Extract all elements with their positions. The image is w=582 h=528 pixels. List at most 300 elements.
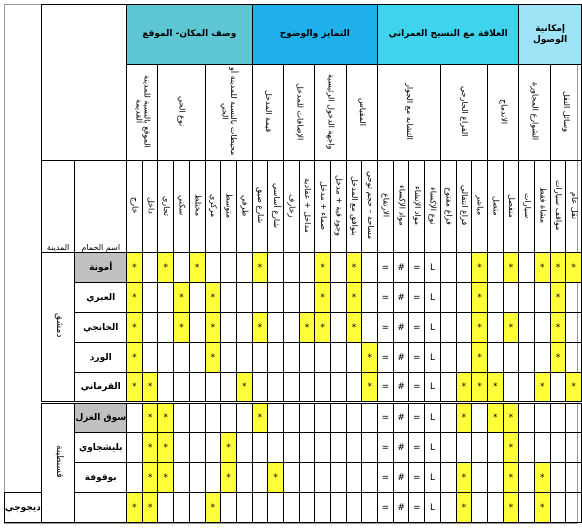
table-cell [331,343,347,373]
table-cell [550,373,566,403]
table-cell [127,403,143,433]
vertical-label: داخل [146,197,156,214]
table-cell: * [174,283,190,313]
table-cell: * [534,373,550,403]
category-header [205,65,252,161]
table-cell: = [378,253,394,283]
subheader [566,161,582,253]
table-cell [299,283,315,313]
table-cell [566,463,582,493]
table-cell [362,403,378,433]
table-cell [75,493,127,523]
table-cell: L [425,493,441,523]
table-cell [550,403,566,433]
category-header [550,65,581,161]
table-cell [487,313,503,343]
vertical-label: فراغ مفتوح [444,186,454,225]
bath-name-cell[interactable]: العبري [75,283,127,313]
table-cell [174,403,190,433]
table-cell: * [205,283,221,313]
table-cell: * [158,433,174,463]
table-cell: = [378,313,394,343]
table-cell [174,493,190,523]
bath-name-header: اسم الحمام [75,161,127,253]
subheader [440,161,456,253]
table-cell: * [252,253,268,283]
table-cell [519,313,535,343]
table-cell [315,463,331,493]
bath-name-cell[interactable]: سوق الغزل [75,403,127,433]
vertical-label: مداخل + عقادية [303,178,313,233]
table-cell [268,373,284,403]
table-cell: = [409,253,425,283]
corner-cell [41,5,126,161]
table-row [5,283,582,313]
vertical-label: الشوارع المجاورة [530,82,540,141]
table-cell: L [425,433,441,463]
table-cell [566,433,582,463]
table-cell [534,313,550,343]
vertical-label: مواقف سيارات [554,180,564,231]
table-cell: L [425,463,441,493]
subheader [534,161,550,253]
table-cell: * [142,493,158,523]
table-cell [472,493,488,523]
subheader [142,161,158,253]
table-cell [362,493,378,523]
table-cell [189,403,205,433]
table-row [5,463,582,493]
table-cell [519,493,535,523]
table-cell: * [315,283,331,313]
table-cell: * [456,463,472,493]
table-cell [189,373,205,403]
table-cell [205,373,221,403]
table-cell [283,373,299,403]
category-header [519,65,550,161]
table-cell: # [393,373,409,403]
table-cell: = [409,403,425,433]
table-cell [566,343,582,373]
table-cell [283,433,299,463]
table-cell [283,343,299,373]
table-cell [158,313,174,343]
table-cell [534,283,550,313]
table-cell: * [503,463,519,493]
table-cell [440,343,456,373]
table-cell: = [409,463,425,493]
table-cell [236,403,252,433]
vertical-label: نقل عام [569,191,579,220]
table-cell: * [127,493,143,523]
table-cell: * [503,313,519,343]
table-cell [158,493,174,523]
vertical-label: سيارات [522,192,532,219]
city-label: دمشق [53,313,64,338]
bath-name-cell[interactable]: الورد [75,343,127,373]
table-cell: = [378,283,394,313]
table-cell [346,403,362,433]
vertical-label: مشاة فقط [538,187,548,224]
city-cell [41,253,75,403]
subheader [268,161,284,253]
vertical-label: فراغ انتقالي [460,185,470,226]
subheader [158,161,174,253]
table-cell [158,373,174,403]
table-cell: = [409,493,425,523]
table-cell: * [315,313,331,343]
table-cell [221,253,237,283]
table-cell: * [487,373,503,403]
vertical-label: واجهة الدخول الرئيسية [326,73,336,150]
table-cell [283,403,299,433]
category-header [440,65,487,161]
table-cell: * [503,433,519,463]
subheader [472,161,488,253]
group-header: وصف المكان- الموقع [127,5,253,65]
vertical-label: مركزي [209,193,219,218]
table-cell [362,313,378,343]
table-cell [550,463,566,493]
table-cell: * [503,253,519,283]
table-cell [221,283,237,313]
table-cell [534,433,550,463]
table-cell: = [378,373,394,403]
subheader [174,161,190,253]
table-cell [503,373,519,403]
table-cell: * [127,313,143,343]
table-cell: = [378,463,394,493]
table-cell [283,313,299,343]
table-cell [487,463,503,493]
subheader [519,161,535,253]
table-cell [142,313,158,343]
subheader [299,161,315,253]
table-cell [189,493,205,523]
category-header [487,65,518,161]
bath-name-cell[interactable]: القرماني [75,373,127,403]
bath-name-cell[interactable]: أمونة [75,253,127,283]
table-cell [283,493,299,523]
table-cell: * [252,403,268,433]
subheader [221,161,237,253]
category-header [158,65,205,161]
table-cell [440,313,456,343]
subheader [331,161,347,253]
vertical-label: التشابه مع الجوار [405,83,415,140]
table-cell: = [409,343,425,373]
subheader [127,161,143,253]
table-cell [174,433,190,463]
group-header: العلاقة مع النسيج العمراني [378,5,519,65]
subheader [425,161,441,253]
table-cell [189,313,205,343]
table-cell [566,403,582,433]
city-header: المدينة [41,161,75,253]
table-cell [236,433,252,463]
table-cell [189,433,205,463]
table-cell [331,313,347,343]
table-cell [440,403,456,433]
table-cell: * [472,253,488,283]
subheader [315,161,331,253]
table-cell: * [189,253,205,283]
table-cell [362,433,378,463]
table-cell: * [534,493,550,523]
bath-name-cell[interactable]: ديجوجي [5,493,42,523]
table-cell: * [346,313,362,343]
table-cell: = [378,403,394,433]
table-cell: * [472,343,488,373]
table-cell [456,253,472,283]
vertical-label: متوسط [224,192,234,219]
table-cell [487,253,503,283]
table-cell: * [503,403,519,433]
table-cell [283,283,299,313]
subheader [252,161,268,253]
vertical-label: مختلط [193,194,203,217]
subheader [205,161,221,253]
bath-comparison-table [4,4,582,523]
vertical-label: نوع الحي [177,96,187,127]
table-cell: * [299,313,315,343]
table-cell: * [566,253,582,283]
category-header [127,65,158,161]
table-cell [268,253,284,283]
vertical-label: طرفي [240,194,250,217]
vertical-label: صماء + مدخل [318,181,328,230]
vertical-label: شارع أساسي [271,182,281,229]
vertical-label: خارج [130,197,140,214]
table-row [5,403,582,433]
table-cell: * [456,493,472,523]
table-cell: * [158,403,174,433]
table-cell: = [378,493,394,523]
vertical-label: الاندماج [499,98,509,125]
table-cell [519,343,535,373]
table-cell: * [127,253,143,283]
table-cell: * [550,313,566,343]
vertical-label: الإضافات للمدخل [295,82,305,141]
vertical-label: الارتفاع [381,193,391,218]
table-cell: * [456,373,472,403]
table-cell: * [346,253,362,283]
table-cell [331,463,347,493]
table-cell [236,283,252,313]
table-cell: L [425,343,441,373]
table-cell: * [550,283,566,313]
table-cell [519,403,535,433]
table-cell [487,493,503,523]
group-header: إمكانية الوصول [519,5,582,65]
table-cell [205,253,221,283]
table-cell [566,493,582,523]
vertical-label: سكني [177,195,187,216]
table-cell [487,433,503,463]
table-cell: = [409,373,425,403]
table-cell [534,403,550,433]
table-cell [456,433,472,463]
vertical-label: محيطات بالنسبة للمدينة أو الحي [220,67,238,156]
table-cell [362,283,378,313]
table-cell [236,343,252,373]
subheader [550,161,566,253]
vertical-label: شارع ضيق [256,187,266,224]
table-cell: * [362,343,378,373]
table-cell: L [425,403,441,433]
table-cell [252,493,268,523]
table-cell [519,373,535,403]
table-cell: * [127,283,143,313]
bath-name-cell[interactable]: بوقوفة [75,463,127,493]
table-cell [566,283,582,313]
table-cell: * [221,433,237,463]
table-cell: * [268,463,284,493]
table-cell [456,313,472,343]
table-cell [472,403,488,433]
table-cell: * [142,463,158,493]
table-cell: L [425,253,441,283]
table-cell [362,253,378,283]
table-cell: # [393,463,409,493]
table-cell: * [158,463,174,493]
table-cell [346,433,362,463]
vertical-label: مباشر [475,195,485,216]
table-cell: * [236,373,252,403]
bath-name-cell[interactable]: الخانجي [75,313,127,343]
table-cell [252,433,268,463]
table-cell [221,343,237,373]
table-cell [236,463,252,493]
table-cell: * [127,343,143,373]
table-cell [331,433,347,463]
table-cell [299,343,315,373]
table-cell: L [425,373,441,403]
vertical-label: الفراغ الخارجي [460,86,470,137]
category-header [252,65,283,161]
table-row [5,433,582,463]
table-cell [283,253,299,283]
table-cell: * [142,403,158,433]
table-cell [299,253,315,283]
table-cell [189,283,205,313]
category-header [315,65,346,161]
table-cell: * [205,343,221,373]
table-cell: * [534,253,550,283]
table-cell [142,283,158,313]
table-cell: # [393,403,409,433]
table-cell: * [487,403,503,433]
table-cell: = [409,283,425,313]
table-cell [174,463,190,493]
table-cell [315,403,331,433]
table-cell [252,283,268,313]
table-cell [236,253,252,283]
table-cell: = [378,343,394,373]
table-cell [440,463,456,493]
vertical-label: مواد الإكساء [397,185,407,226]
table-cell [221,313,237,343]
table-cell [127,433,143,463]
table-cell [158,283,174,313]
table-cell [252,463,268,493]
table-cell [346,463,362,493]
table-cell [283,463,299,493]
subheader [456,161,472,253]
table-cell [315,433,331,463]
table-cell [519,283,535,313]
table-cell [299,433,315,463]
table-cell [205,463,221,493]
table-cell [174,373,190,403]
vertical-label: المقياس [358,97,368,126]
table-cell: L [425,283,441,313]
table-cell [268,433,284,463]
city-label: قسنطينة [53,445,64,478]
category-header [283,65,314,161]
table-cell [503,283,519,313]
table-cell: * [550,343,566,373]
table-cell [440,373,456,403]
table-cell: = [378,433,394,463]
table-cell [205,433,221,463]
group-header-row [5,5,582,65]
table-cell [158,343,174,373]
table-cell: * [205,313,221,343]
table-cell [566,313,582,343]
table-cell [174,343,190,373]
subheader-row [5,161,582,253]
vertical-label: نوع الإكساء [428,186,438,225]
table-cell: * [205,493,221,523]
table-cell [268,313,284,343]
table-cell [221,403,237,433]
table-cell: * [472,283,488,313]
table-cell [331,283,347,313]
table-cell [550,493,566,523]
vertical-label: بتوافق مع المدخل [350,175,360,236]
vertical-label: الموقع بالنسبة للمدينة القديمة [134,75,152,148]
table-cell: # [393,253,409,283]
table-cell: = [409,313,425,343]
table-cell [189,463,205,493]
table-cell: * [503,493,519,523]
table-cell [189,343,205,373]
table-cell [346,493,362,523]
table-cell [519,253,535,283]
table-cell [315,493,331,523]
table-cell [440,433,456,463]
table-cell [331,253,347,283]
table-row [5,343,582,373]
table-cell: * [346,283,362,313]
subheader [346,161,362,253]
table-cell [252,343,268,373]
table-cell [550,433,566,463]
table-cell [487,283,503,313]
subheader [236,161,252,253]
table-cell [174,253,190,283]
city-cell [41,403,75,523]
table-cell: * [315,253,331,283]
bath-name-cell[interactable]: بليشجاوي [75,433,127,463]
vertical-label: مساحة – حجم توحي [365,171,375,240]
table-cell [519,433,535,463]
table-cell: # [393,283,409,313]
table-cell [331,493,347,523]
table-cell: * [252,313,268,343]
table-cell: * [566,373,582,403]
